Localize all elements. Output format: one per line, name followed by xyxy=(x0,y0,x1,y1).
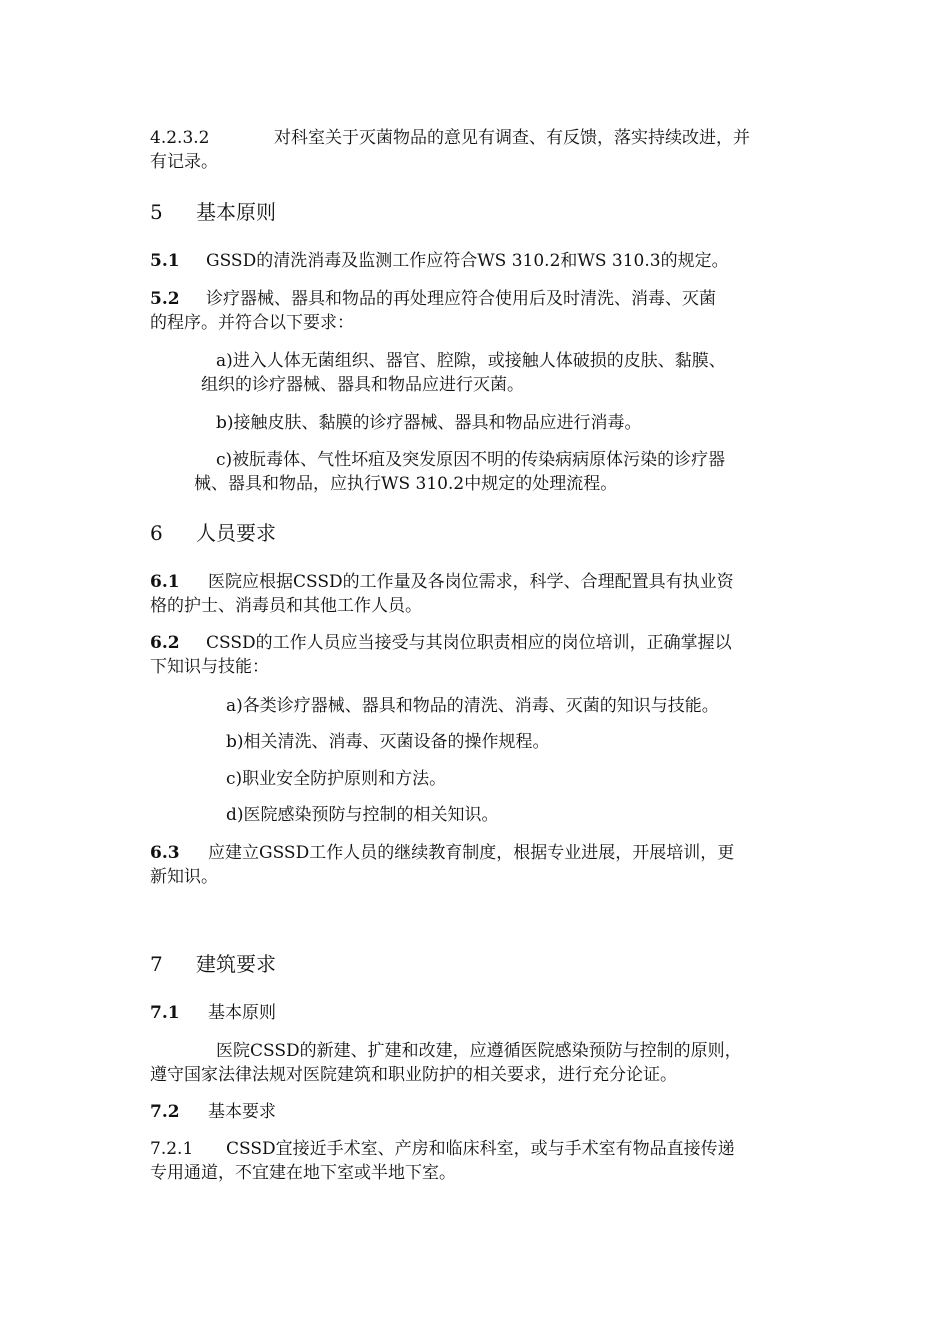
clause-6-2 xyxy=(150,632,732,654)
list-item-b: b)接触皮肤、黏膜的诊疗器械、器具和物品应进行消毒。 xyxy=(216,413,642,433)
section-heading-6 xyxy=(150,520,276,546)
section-number: 6 xyxy=(150,521,163,545)
clause-text-continued: 下知识与技能： xyxy=(150,657,269,677)
clause-text: 应建立GSSD工作人员的继续教育制度，根据专业进展，开展培训，更 xyxy=(208,843,735,863)
list-item-d: d)医院感染预防与控制的相关知识。 xyxy=(226,805,499,825)
clause-5-2 xyxy=(150,288,716,310)
section-title: 建筑要求 xyxy=(196,952,276,976)
section-title: 人员要求 xyxy=(196,521,276,545)
clause-4-2-3-2 xyxy=(150,127,750,149)
clause-text-continued: 格的护士、消毒员和其他工作人员。 xyxy=(150,596,422,616)
clause-text: 医院应根据CSSD的工作量及各岗位需求，科学、合理配置具有执业资 xyxy=(208,572,734,592)
section-heading-5 xyxy=(150,199,276,225)
list-item-c: c)职业安全防护原则和方法。 xyxy=(226,769,447,789)
clause-5-1 xyxy=(150,250,729,272)
clause-7-1 xyxy=(150,1002,276,1024)
clause-text: 医院CSSD的新建、扩建和改建，应遵循医院感染预防与控制的原则， xyxy=(216,1041,742,1061)
clause-7-2-1 xyxy=(150,1138,735,1160)
clause-number: 5.1 xyxy=(150,251,180,271)
list-item-a: a)各类诊疗器械、器具和物品的清洗、消毒、灭菌的知识与技能。 xyxy=(226,696,719,716)
list-item-a-continued: 组织的诊疗器械、器具和物品应进行灭菌。 xyxy=(201,375,524,395)
clause-text: 对科室关于灭菌物品的意见有调查、有反馈，落实持续改进，并 xyxy=(274,128,750,148)
section-title: 基本原则 xyxy=(196,200,276,224)
clause-number: 7.1 xyxy=(150,1003,180,1023)
clause-number: 7.2 xyxy=(150,1102,180,1122)
clause-text: 诊疗器械、器具和物品的再处理应符合使用后及时清洗、消毒、灭菌 xyxy=(206,289,716,309)
clause-7-2 xyxy=(150,1101,276,1123)
clause-text: CSSD宜接近手术室、产房和临床科室，或与手术室有物品直接传递 xyxy=(226,1139,735,1159)
clause-number: 5.2 xyxy=(150,289,180,309)
clause-number: 4.2.3.2 xyxy=(150,128,210,148)
clause-text-continued: 专用通道，不宜建在地下室或半地下室。 xyxy=(150,1163,456,1183)
section-number: 5 xyxy=(150,200,163,224)
clause-text: GSSD的清洗消毒及监测工作应符合WS 310.2和WS 310.3的规定。 xyxy=(206,251,729,271)
clause-6-1 xyxy=(150,571,734,593)
clause-text-continued: 遵守国家法律法规对医院建筑和职业防护的相关要求，进行充分论证。 xyxy=(150,1065,677,1085)
section-number: 7 xyxy=(150,952,163,976)
section-heading-7 xyxy=(150,951,276,977)
clause-number: 6.3 xyxy=(150,843,180,863)
clause-text: CSSD的工作人员应当接受与其岗位职责相应的岗位培训，正确掌握以 xyxy=(206,633,732,653)
list-item-c-continued: 械、器具和物品，应执行WS 310.2中规定的处理流程。 xyxy=(194,474,618,494)
clause-text-continued: 有记录。 xyxy=(150,152,218,172)
clause-number: 6.1 xyxy=(150,572,180,592)
clause-text-continued: 的程序。并符合以下要求： xyxy=(150,313,354,333)
clause-title: 基本原则 xyxy=(208,1003,276,1023)
clause-title: 基本要求 xyxy=(208,1102,276,1122)
clause-6-3 xyxy=(150,842,734,864)
clause-number: 7.2.1 xyxy=(150,1139,194,1159)
list-item-b: b)相关清洗、消毒、灭菌设备的操作规程。 xyxy=(226,732,550,752)
clause-text-continued: 新知识。 xyxy=(150,867,218,887)
list-item-c: c)被朊毒体、气性坏疽及突发原因不明的传染病病原体污染的诊疗器 xyxy=(216,450,726,470)
list-item-a: a)进入人体无菌组织、器官、腔隙，或接触人体破损的皮肤、黏膜、 xyxy=(216,351,726,371)
clause-number: 6.2 xyxy=(150,633,180,653)
